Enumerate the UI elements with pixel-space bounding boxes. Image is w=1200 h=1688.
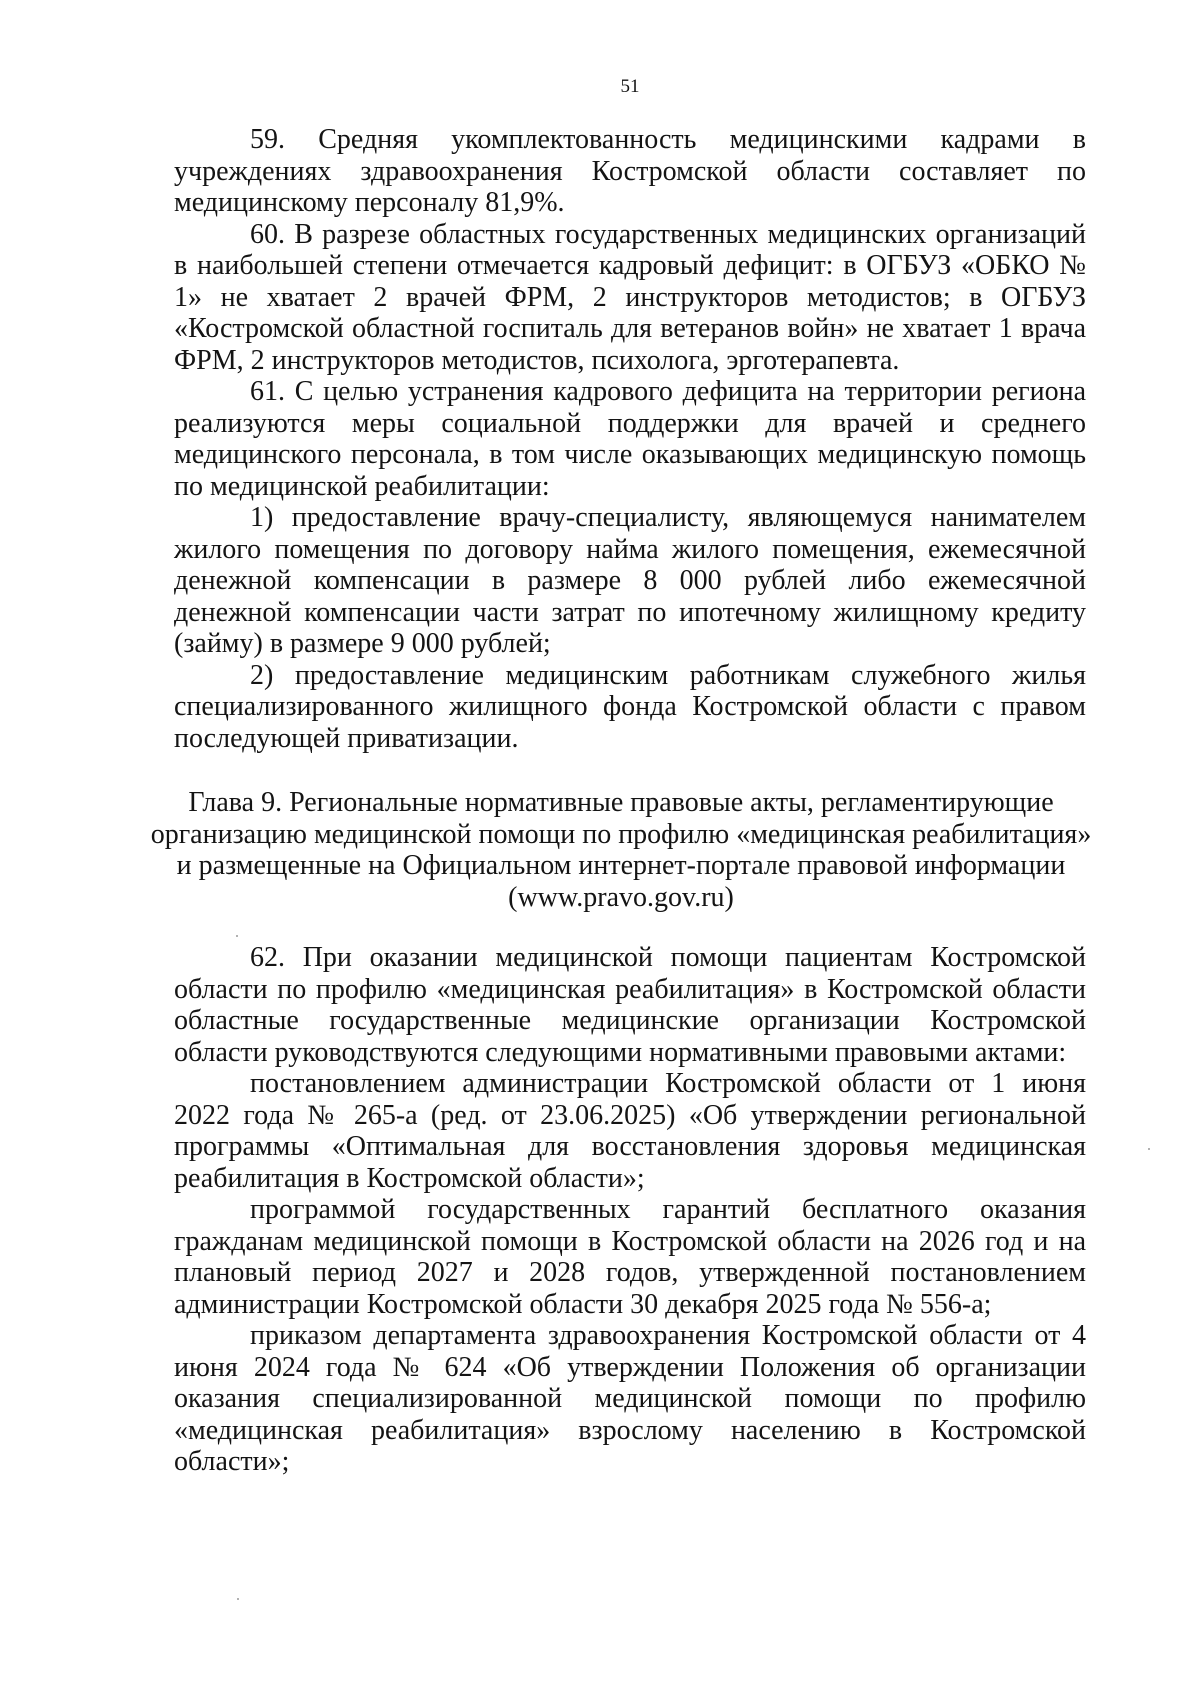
spacer (174, 754, 1086, 787)
paragraph-62: 62. При оказании медицинской помощи пациентам Костромской области по профилю «медицинская реабилитация» в Костромской области областные государственные медицинские организации Костромской области руководствуются следующими нормативными правовыми актами: (174, 942, 1086, 1068)
paragraph-61: 61. С целью устранения кадрового дефицита на территории региона реализуются меры социальной поддержки для врачей и среднего медицинского персонала, в том числе оказывающих медицинскую помощь по медицинской реабилитации: (174, 376, 1086, 502)
scan-speck (1148, 1148, 1150, 1150)
legal-act-program: программой государственных гарантий бесплатного оказания гражданам медицинской помощи в Костромской области на 2026 год и на плановый период 2027 и 2028 годов, утвержденной постановлением администрации Костромской области 30 декабря 2025 года № 556-а; (174, 1194, 1086, 1320)
list-item-2: 2) предоставление медицинским работникам служебного жилья специализированного жилищного фонда Костромской области с правом последующей приватизации. (174, 659, 1086, 754)
legal-act-resolution: постановлением администрации Костромской области от 1 июня 2022 года № 265-а (ред. от 23.06.2025) «Об утверждении региональной программы «Оптимальная для восстановления здоровья медицинская реабилитация в Костромской области»; (174, 1068, 1086, 1194)
spacer (174, 913, 1086, 942)
paragraph-59: 59. Средняя укомплектованность медицинскими кадрами в учреждениях здравоохранения Костромской области составляет по медицинскому персоналу 81,9%. (174, 124, 1086, 218)
page-number: 51 (620, 76, 640, 97)
chapter-heading-line-3: и размещенные на Официальном интернет-портале правовой информации (176, 850, 1066, 881)
paragraph-60: 60. В разрезе областных государственных медицинских организаций в наибольшей степени отмечается кадровый дефицит: в ОГБУЗ «ОБКО № 1» не хватает 2 врачей ФРМ, 2 инструкторов методистов; в ОГБУЗ «Костромской областной госпиталь для ветеранов войн» не хватает 1 врача ФРМ, 2 инструкторов методистов, психолога, эрготерапевта. (174, 218, 1086, 376)
chapter-heading (126, 787, 1116, 913)
document-body (150, 124, 1092, 1478)
chapter-heading-line-4: (www.pravo.gov.ru) (508, 881, 734, 913)
list-item-1: 1) предоставление врачу-специалисту, являющемуся нанимателем жилого помещения по договору найма жилого помещения, ежемесячной денежной компенсации в размере 8 000 рублей либо ежемесячной денежной компенсации части затрат по ипотечному жилищному кредиту (займу) в размере 9 000 рублей; (174, 502, 1086, 659)
legal-act-order: приказом департамента здравоохранения Костромской области от 4 июня 2024 года № 624 «Об утверждении Положения об организации оказания специализированной медицинской помощи по профилю «медицинская реабилитация» взрослому населению в Костромской области»; (174, 1320, 1086, 1477)
scan-speck (236, 935, 238, 937)
scan-speck (237, 1598, 239, 1600)
chapter-heading-line-2: организацию медицинской помощи по профилю «медицинская реабилитация» (150, 818, 1092, 850)
chapter-heading-line-1: Глава 9. Региональные нормативные правовые акты, регламентирующие (188, 787, 1054, 818)
